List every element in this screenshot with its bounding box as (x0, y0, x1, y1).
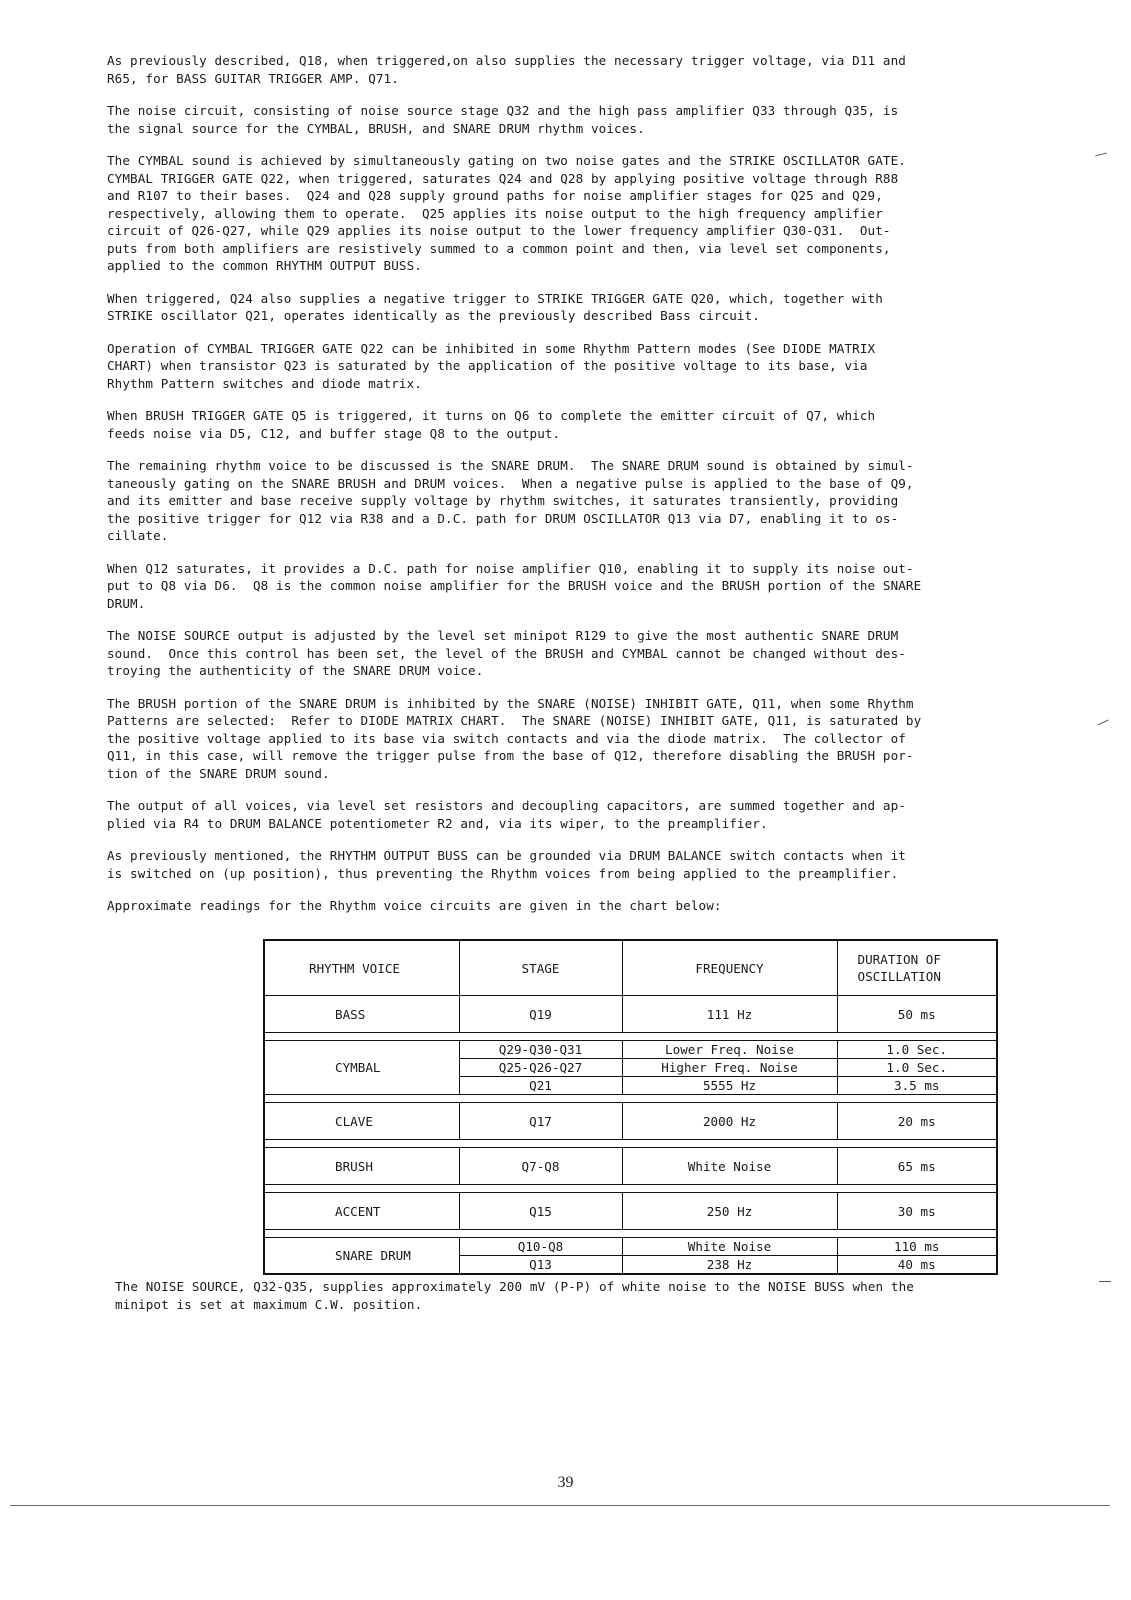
cell-stage: Q29-Q30-Q31 (459, 1041, 622, 1059)
cell-stage: Q10-Q8 (459, 1238, 622, 1256)
cell-duration: 1.0 Sec. (837, 1041, 997, 1059)
group-spacer (264, 1095, 997, 1103)
cell-frequency: 2000 Hz (622, 1103, 837, 1140)
spacer-cell (264, 1185, 997, 1193)
group-spacer (264, 1140, 997, 1148)
cell-frequency: White Noise (622, 1148, 837, 1185)
body-text (107, 52, 1007, 930)
cell-stage: Q21 (459, 1077, 622, 1095)
table-row (264, 1103, 997, 1140)
cell-duration: 65 ms (837, 1148, 997, 1185)
paragraph: The output of all voices, via level set resistors and decoupling capacitors, are summed together and ap- plied via R4 to DRUM BALANCE potentiometer R2 and, via its wiper, to the preamplifier. (107, 798, 906, 831)
spacer-cell (264, 1033, 997, 1041)
paragraph: Operation of CYMBAL TRIGGER GATE Q22 can be inhibited in some Rhythm Pattern modes (See DIODE MATRIX CHART) when transistor Q23 is saturated by the application of the positive voltage to its base, via Rhythm Pattern switches and diode matrix. (107, 340, 876, 391)
table-row (264, 1148, 997, 1185)
cell-rhythm-voice: CLAVE (264, 1103, 459, 1140)
cell-rhythm-voice: SNARE DRUM (264, 1238, 459, 1275)
cell-stage: Q15 (459, 1193, 622, 1230)
margin-mark (1095, 152, 1107, 156)
table-intro: Approximate readings for the Rhythm voice circuits are given in the chart below: (107, 898, 722, 913)
spacer-cell (264, 1140, 997, 1148)
cell-stage: Q25-Q26-Q27 (459, 1059, 622, 1077)
paragraph: The NOISE SOURCE output is adjusted by the level set minipot R129 to give the most authentic SNARE DRUM sound. Once this control has been set, the level of the BRUSH and CYMBAL cannot be changed without des- troying the authenticity of the SNARE DRUM voice. (107, 628, 906, 678)
group-spacer (264, 1185, 997, 1193)
noise-source-note: The NOISE SOURCE, Q32-Q35, supplies approximately 200 mV (P-P) of white noise to the NOISE BUSS when the minipot is set at maximum C.W. position. (115, 1279, 914, 1312)
cell-frequency: Lower Freq. Noise (622, 1041, 837, 1059)
group-spacer (264, 1230, 997, 1238)
paragraph: As previously mentioned, the RHYTHM OUTPUT BUSS can be grounded via DRUM BALANCE switch contacts when it is switched on (up position), thus preventing the Rhythm voices from being applied to the preamplifier. (107, 848, 906, 881)
cell-frequency: 238 Hz (622, 1256, 837, 1275)
spacer-cell (264, 1095, 997, 1103)
cell-frequency: 111 Hz (622, 996, 837, 1033)
page-number: 39 (557, 1474, 574, 1491)
margin-mark (1099, 1281, 1111, 1282)
cell-rhythm-voice: ACCENT (264, 1193, 459, 1230)
table-row (264, 1193, 997, 1230)
group-spacer (264, 1033, 997, 1041)
spacer-cell (264, 1230, 997, 1238)
paragraph: When Q12 saturates, it provides a D.C. path for noise amplifier Q10, enabling it to supply its noise out- put to Q8 via D6. Q8 is the common noise amplifier for the BRUSH voice and the BRUSH portion of the SNARE DRUM. (107, 560, 922, 611)
cell-duration: 30 ms (837, 1193, 997, 1230)
paragraph: When BRUSH TRIGGER GATE Q5 is triggered, it turns on Q6 to complete the emitter circuit of Q7, which feeds noise via D5, C12, and buffer stage Q8 to the output. (107, 408, 876, 441)
paragraph: When triggered, Q24 also supplies a negative trigger to STRIKE TRIGGER GATE Q20, which, together with STRIKE oscillator Q21, operates identically as the previously described Bass circuit. (107, 290, 883, 323)
paragraph: The CYMBAL sound is achieved by simultaneously gating on two noise gates and the STRIKE OSCILLATOR GATE. CYMBAL TRIGGER GATE Q22, when triggered, saturates Q24 and Q28 by applying positive voltage through R88 and R107 to their bases. Q24 and Q28 supply ground paths for noise amplifier stages for Q25 and Q29, respectively, allowing them to operate. Q25 applies its noise output to the high frequency amplifier circuit of Q26-Q27, while Q29 applies its noise output to the lower frequency amplifier Q30-Q31. Out- puts from both amplifiers are resistively summed to a common point and then, via level set components, applied to the common RHYTHM OUTPUT BUSS. (107, 153, 906, 273)
header-frequency: FREQUENCY (622, 940, 837, 996)
cell-stage: Q13 (459, 1256, 622, 1275)
cell-duration: 50 ms (837, 996, 997, 1033)
cell-stage: Q7-Q8 (459, 1148, 622, 1185)
table-row (264, 996, 997, 1033)
readings-table (263, 939, 998, 1275)
table-header-row (264, 940, 997, 996)
footer-rule (10, 1505, 1110, 1506)
cell-duration: 110 ms (837, 1238, 997, 1256)
paragraph: The noise circuit, consisting of noise source stage Q32 and the high pass amplifier Q33 through Q35, is the signal source for the CYMBAL, BRUSH, and SNARE DRUM rhythm voices. (107, 103, 899, 136)
header-rhythm-voice: RHYTHM VOICE (264, 940, 459, 996)
cell-duration: 1.0 Sec. (837, 1059, 997, 1077)
cell-stage: Q19 (459, 996, 622, 1033)
paragraph: The BRUSH portion of the SNARE DRUM is inhibited by the SNARE (NOISE) INHIBIT GATE, Q11, when some Rhythm Patterns are selected: Refer to DIODE MATRIX CHART. The SNARE (NOISE) INHIBIT GATE, Q11, is saturated by the positive voltage applied to its base via switch contacts and via the diode matrix. The collector of Q11, in this case, will remove the trigger pulse from the base of Q12, therefore disabling the BRUSH por- tion of the SNARE DRUM sound. (107, 695, 922, 781)
cell-stage: Q17 (459, 1103, 622, 1140)
cell-frequency: 5555 Hz (622, 1077, 837, 1095)
cell-rhythm-voice: BRUSH (264, 1148, 459, 1185)
header-duration: DURATION OF OSCILLATION (837, 940, 997, 996)
rhythm-voice-table (263, 939, 996, 1275)
cell-frequency: Higher Freq. Noise (622, 1059, 837, 1077)
cell-rhythm-voice: BASS (264, 996, 459, 1033)
cell-duration: 40 ms (837, 1256, 997, 1275)
cell-rhythm-voice: CYMBAL (264, 1041, 459, 1095)
cell-duration: 3.5 ms (837, 1077, 997, 1095)
paragraph: As previously described, Q18, when triggered,on also supplies the necessary trigger voltage, via D11 and R65, for BASS GUITAR TRIGGER AMP. Q71. (107, 53, 906, 86)
paragraph: The remaining rhythm voice to be discussed is the SNARE DRUM. The SNARE DRUM sound is obtained by simul- taneously gating on the SNARE BRUSH and DRUM voices. When a negative pulse is applied to the base of Q9, and its emitter and base receive supply voltage by rhythm switches, it saturates transiently, providing the positive trigger for Q12 via R38 and a D.C. path for DRUM OSCILLATOR Q13 via D7, enabling it to os- cillate. (107, 458, 914, 543)
cell-frequency: 250 Hz (622, 1193, 837, 1230)
cell-duration: 20 ms (837, 1103, 997, 1140)
margin-mark (1097, 720, 1108, 726)
cell-frequency: White Noise (622, 1238, 837, 1256)
table-row (264, 1238, 997, 1256)
header-stage: STAGE (459, 940, 622, 996)
table-row (264, 1041, 997, 1059)
